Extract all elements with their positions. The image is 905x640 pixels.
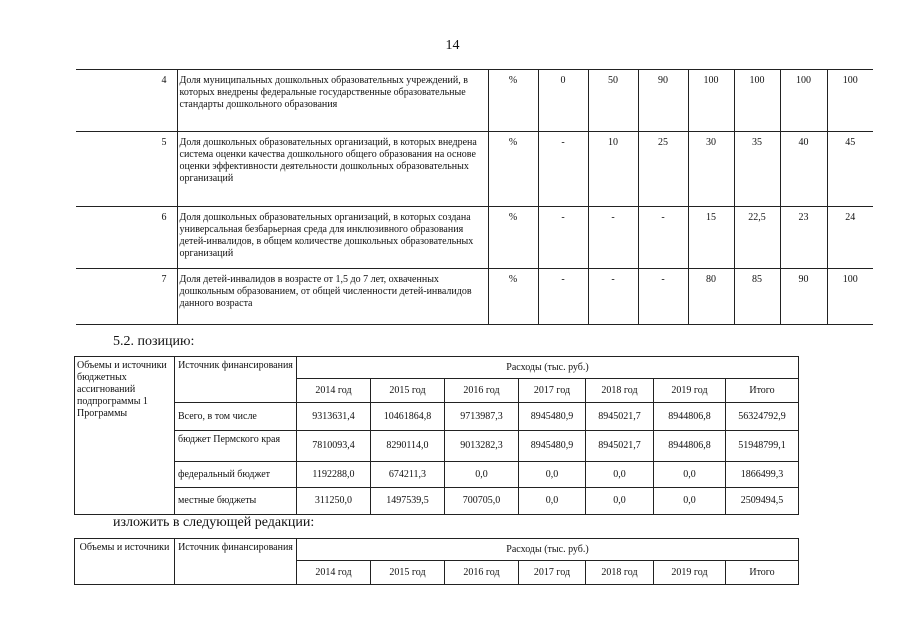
indicator-unit: % bbox=[488, 132, 538, 207]
indicator-value: 40 bbox=[780, 132, 827, 207]
year-header: 2016 год bbox=[445, 561, 519, 585]
year-header: 2014 год bbox=[297, 561, 371, 585]
page-number: 14 bbox=[445, 38, 460, 53]
finance-value: 0,0 bbox=[654, 462, 726, 488]
indicator-row bbox=[76, 132, 873, 207]
year-header: Итого bbox=[726, 561, 799, 585]
finance-value: 9713987,3 bbox=[445, 403, 519, 431]
indicator-name: Доля дошкольных образовательных организаций, в которых внедрена система оценки качества дошкольного общего образования на основе оценки эффективности деятельности дошкольных образовательных организаций bbox=[177, 132, 488, 207]
indicator-value: - bbox=[538, 207, 588, 269]
finance-table-new bbox=[74, 538, 799, 585]
indicator-value: 90 bbox=[638, 70, 688, 132]
indicator-value: 30 bbox=[688, 132, 734, 207]
finance-value: 0,0 bbox=[519, 488, 586, 515]
finance-value: 1497539,5 bbox=[371, 488, 445, 515]
indicator-unit: % bbox=[488, 269, 538, 325]
finance-value: 1866499,3 bbox=[726, 462, 799, 488]
indicator-number: 4 bbox=[76, 70, 177, 132]
finance-value: 7810093,4 bbox=[297, 431, 371, 462]
indicator-value: 100 bbox=[827, 269, 873, 325]
indicator-value: 24 bbox=[827, 207, 873, 269]
year-header: 2015 год bbox=[371, 561, 445, 585]
indicator-name: Доля детей-инвалидов в возрасте от 1,5 до 7 лет, охваченных дошкольным образованием, от общей численности детей-инвалидов данного возраста bbox=[177, 269, 488, 325]
finance-value: 10461864,8 bbox=[371, 403, 445, 431]
indicator-row bbox=[76, 207, 873, 269]
finance-source: федеральный бюджет bbox=[175, 462, 297, 488]
source-header: Источник финансирования bbox=[175, 357, 297, 403]
indicator-name: Доля дошкольных образовательных организаций, в которых создана универсальная безбарьерная среда для инклюзивного образования детей-инвалидов, в общем количестве дошкольных образовательных организаций bbox=[177, 207, 488, 269]
finance-value: 56324792,9 bbox=[726, 403, 799, 431]
finance-value: 9313631,4 bbox=[297, 403, 371, 431]
expenses-header: Расходы (тыс. руб.) bbox=[297, 539, 799, 561]
year-header: 2019 год bbox=[654, 379, 726, 403]
object-label: Объемы и источники bbox=[75, 539, 175, 585]
finance-value: 700705,0 bbox=[445, 488, 519, 515]
indicator-value: 35 bbox=[734, 132, 780, 207]
indicator-unit: % bbox=[488, 70, 538, 132]
indicator-number: 6 bbox=[76, 207, 177, 269]
finance-value: 8290114,0 bbox=[371, 431, 445, 462]
year-header: Итого bbox=[726, 379, 799, 403]
indicators-table bbox=[76, 69, 873, 325]
indicator-value: 25 bbox=[638, 132, 688, 207]
finance-source: Всего, в том числе bbox=[175, 403, 297, 431]
restate-heading: изложить в следующей редакции: bbox=[113, 515, 315, 530]
finance-value: 0,0 bbox=[586, 462, 654, 488]
indicator-value: - bbox=[588, 269, 638, 325]
finance-value: 51948799,1 bbox=[726, 431, 799, 462]
indicator-value: - bbox=[538, 132, 588, 207]
year-header: 2019 год bbox=[654, 561, 726, 585]
finance-row bbox=[75, 462, 799, 488]
indicator-value: 50 bbox=[588, 70, 638, 132]
finance-value: 311250,0 bbox=[297, 488, 371, 515]
finance-value: 0,0 bbox=[586, 488, 654, 515]
finance-source: местные бюджеты bbox=[175, 488, 297, 515]
year-header: 2017 год bbox=[519, 561, 586, 585]
finance-value: 8944806,8 bbox=[654, 431, 726, 462]
year-header: 2018 год bbox=[586, 379, 654, 403]
finance-value: 0,0 bbox=[654, 488, 726, 515]
indicator-value: 10 bbox=[588, 132, 638, 207]
indicator-number: 5 bbox=[76, 132, 177, 207]
indicator-value: - bbox=[538, 269, 588, 325]
indicator-value: 100 bbox=[734, 70, 780, 132]
finance-row bbox=[75, 488, 799, 515]
finance-value: 8945480,9 bbox=[519, 403, 586, 431]
indicator-row bbox=[76, 269, 873, 325]
finance-value: 8945480,9 bbox=[519, 431, 586, 462]
indicator-value: 100 bbox=[780, 70, 827, 132]
expenses-header: Расходы (тыс. руб.) bbox=[297, 357, 799, 379]
indicator-value: 22,5 bbox=[734, 207, 780, 269]
indicator-row bbox=[76, 70, 873, 132]
year-header: 2016 год bbox=[445, 379, 519, 403]
object-label: Объемы и источники бюджетных ассигнований подпрограммы 1 Программы bbox=[75, 357, 175, 515]
indicator-number: 7 bbox=[76, 269, 177, 325]
finance-value: 2509494,5 bbox=[726, 488, 799, 515]
year-header: 2015 год bbox=[371, 379, 445, 403]
finance-value: 8945021,7 bbox=[586, 403, 654, 431]
finance-value: 1192288,0 bbox=[297, 462, 371, 488]
indicator-value: 80 bbox=[688, 269, 734, 325]
indicator-value: - bbox=[638, 207, 688, 269]
finance-row bbox=[75, 403, 799, 431]
finance-value: 0,0 bbox=[519, 462, 586, 488]
indicator-value: - bbox=[638, 269, 688, 325]
year-header: 2018 год bbox=[586, 561, 654, 585]
finance-value: 674211,3 bbox=[371, 462, 445, 488]
year-header: 2017 год bbox=[519, 379, 586, 403]
section-heading: 5.2. позицию: bbox=[113, 334, 195, 349]
finance-row bbox=[75, 431, 799, 462]
indicator-value: - bbox=[588, 207, 638, 269]
indicator-value: 23 bbox=[780, 207, 827, 269]
indicator-unit: % bbox=[488, 207, 538, 269]
finance-value: 9013282,3 bbox=[445, 431, 519, 462]
indicator-value: 45 bbox=[827, 132, 873, 207]
finance-table-current bbox=[74, 356, 799, 515]
finance-source: бюджет Пермского края bbox=[175, 431, 297, 462]
indicator-value: 100 bbox=[688, 70, 734, 132]
year-header: 2014 год bbox=[297, 379, 371, 403]
finance-value: 8944806,8 bbox=[654, 403, 726, 431]
indicator-value: 0 bbox=[538, 70, 588, 132]
finance-value: 8945021,7 bbox=[586, 431, 654, 462]
indicator-value: 15 bbox=[688, 207, 734, 269]
indicator-name: Доля муниципальных дошкольных образовательных учреждений, в которых внедрены федеральные государственные образовательные стандарты дошкольного образования bbox=[177, 70, 488, 132]
indicator-value: 90 bbox=[780, 269, 827, 325]
source-header: Источник финансирования bbox=[175, 539, 297, 585]
indicator-value: 85 bbox=[734, 269, 780, 325]
finance-value: 0,0 bbox=[445, 462, 519, 488]
indicator-value: 100 bbox=[827, 70, 873, 132]
